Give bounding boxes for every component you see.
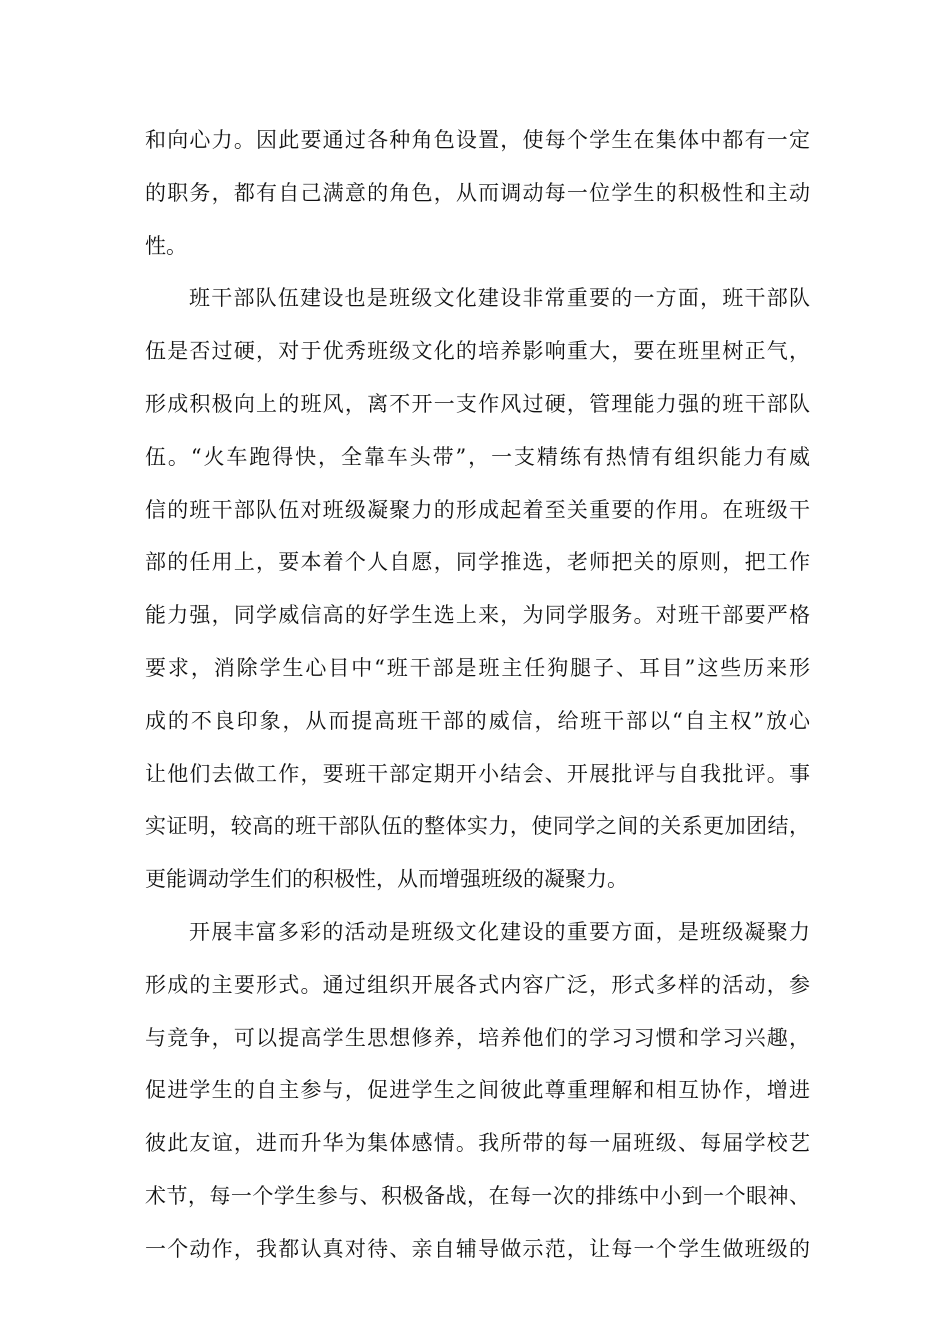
text-line: 成的不良印象，从而提高班干部的威信，给班干部以“自主权”放心	[145, 708, 810, 733]
text-line: 伍。“火车跑得快，全靠车头带”，一支精练有热情有组织能力有威	[145, 444, 810, 469]
text-line: 实证明，较高的班干部队伍的整体实力，使同学之间的关系更加团结，	[145, 814, 810, 839]
paragraph-first-line: 开展丰富多彩的活动是班级文化建设的重要方面，是班级凝聚力	[189, 919, 810, 944]
document-body	[145, 114, 810, 1276]
text-line: 与竞争，可以提高学生思想修养，培养他们的学习习惯和学习兴趣，	[145, 1025, 810, 1050]
text-line: 促进学生的自主参与，促进学生之间彼此尊重理解和相互协作，增进	[145, 1078, 810, 1103]
text-line: 术节，每一个学生参与、积极备战，在每一次的排练中小到一个眼神、	[145, 1183, 810, 1208]
text-line: 和向心力。因此要通过各种角色设置，使每个学生在集体中都有一定	[145, 128, 810, 152]
text-line: 能力强，同学威信高的好学生选上来，为同学服务。对班干部要严格	[145, 603, 810, 628]
text-line: 更能调动学生们的积极性，从而增强班级的凝聚力。	[145, 867, 628, 892]
text-line: 要求，消除学生心目中“班干部是班主任狗腿子、耳目”这些历来形	[145, 655, 810, 680]
paragraph-first-line: 班干部队伍建设也是班级文化建设非常重要的一方面，班干部队	[189, 286, 810, 311]
text-line: 形成积极向上的班风，离不开一支作风过硬，管理能力强的班干部队	[145, 391, 810, 416]
text-line: 让他们去做工作，要班干部定期开小结会、开展批评与自我批评。事	[145, 761, 810, 786]
text-line: 部的任用上，要本着个人自愿，同学推选，老师把关的原则，把工作	[145, 550, 810, 575]
text-line: 一个动作，我都认真对待、亲自辅导做示范，让每一个学生做班级的	[145, 1236, 810, 1261]
text-line: 性。	[145, 233, 187, 258]
text-line: 的职务，都有自己满意的角色，从而调动每一位学生的积极性和主动	[145, 180, 810, 205]
text-line: 形成的主要形式。通过组织开展各式内容广泛，形式多样的活动，参	[145, 972, 810, 997]
text-line: 彼此友谊，进而升华为集体感情。我所带的每一届班级、每届学校艺	[145, 1131, 810, 1156]
text-line: 信的班干部队伍对班级凝聚力的形成起着至关重要的作用。在班级干	[145, 497, 810, 522]
text-line: 伍是否过硬，对于优秀班级文化的培养影响重大，要在班里树正气，	[145, 339, 810, 364]
